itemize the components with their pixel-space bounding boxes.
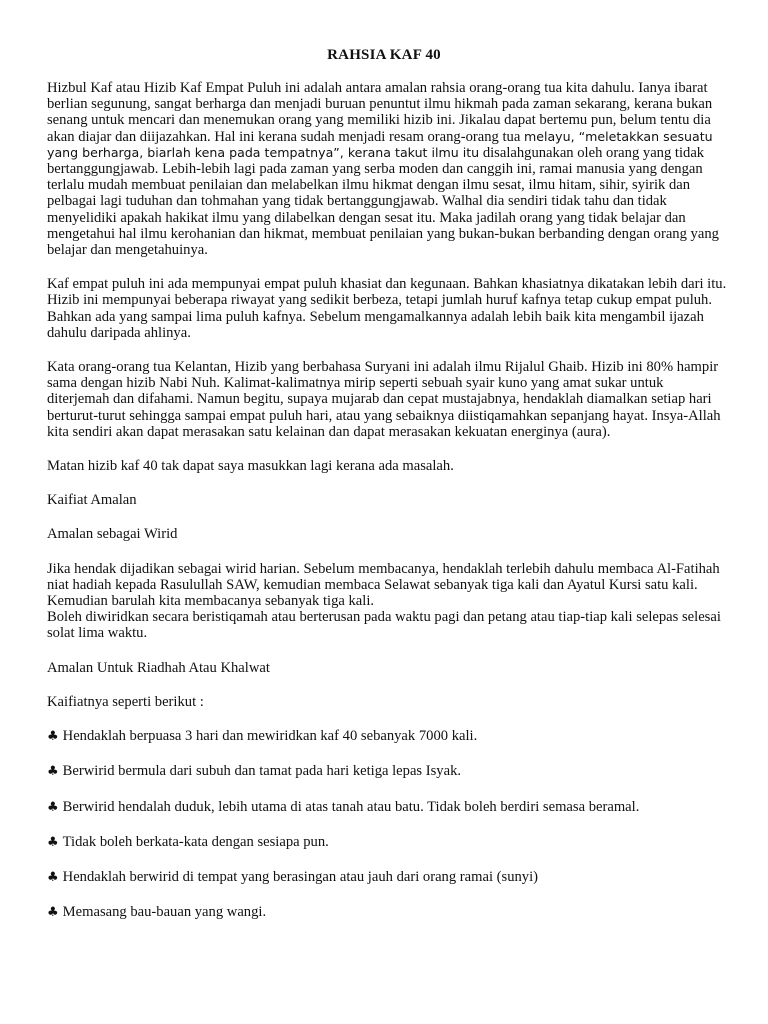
club-bullet-icon: ♣ bbox=[47, 799, 59, 815]
heading-kaifiatnya: Kaifiatnya seperti berikut : bbox=[47, 693, 204, 710]
paragraph-wirid bbox=[47, 561, 727, 642]
club-bullet-icon: ♣ bbox=[47, 729, 59, 745]
club-bullet-icon: ♣ bbox=[47, 905, 59, 921]
wirid-text-2: Boleh diwiridkan secara beristiqamah atau berterusan pada waktu pagi dan petang atau tiap-tiap kali selepas selesai solat lima waktu. bbox=[47, 609, 721, 642]
paragraph-khasiat: Kaf empat puluh ini ada mempunyai empat puluh khasiat dan kegunaan. Bahkan khasiatnya dikatakan lebih dari itu. Hizib ini mempunyai beberapa riwayat yang sedikit berbeza, tetapi jumlah huruf kafnya tetap cukup empat puluh. Bahkan ada yang sampai lima puluh kafnya. Sebelum mengamalkannya adalah lebih baik kita mengambil ijazah dahulu daripada ahlinya. bbox=[47, 276, 727, 341]
list-item-text: Berwirid bermula dari subuh dan tamat pada hari ketiga lepas Isyak. bbox=[62, 763, 462, 780]
club-bullet-icon: ♣ bbox=[47, 764, 59, 780]
list-item-text: Tidak boleh berkata-kata dengan sesiapa pun. bbox=[62, 833, 329, 850]
intro-quote-text: melayu, “meletakkan sesuatu yang berharga, biarlah kena pada tempatnya”, kerana takut ilmu itu bbox=[47, 128, 713, 160]
list-item bbox=[47, 869, 727, 886]
club-bullet-icon: ♣ bbox=[47, 834, 59, 850]
list-item bbox=[47, 799, 727, 816]
heading-kaifiat-amalan: Kaifiat Amalan bbox=[47, 492, 137, 509]
document-body bbox=[47, 80, 727, 939]
list-item-text: Memasang bau-bauan yang wangi. bbox=[62, 904, 267, 921]
list-item-text: Hendaklah berpuasa 3 hari dan mewiridkan kaf 40 sebanyak 7000 kali. bbox=[62, 728, 478, 745]
paragraph-intro bbox=[47, 80, 727, 258]
heading-riadhah-khalwat: Amalan Untuk Riadhah Atau Khalwat bbox=[47, 659, 270, 676]
paragraph-matan: Matan hizib kaf 40 tak dapat saya masukkan lagi kerana ada masalah. bbox=[47, 458, 454, 475]
list-item bbox=[47, 728, 727, 745]
heading-amalan-wirid: Amalan sebagai Wirid bbox=[47, 526, 178, 543]
club-bullet-icon: ♣ bbox=[47, 869, 59, 885]
list-item bbox=[47, 834, 727, 851]
list-item bbox=[47, 763, 727, 780]
wirid-text-1: Jika hendak dijadikan sebagai wirid harian. Sebelum membacanya, hendaklah terlebih dahulu membaca Al-Fatihah niat hadiah kepada Rasulullah SAW, kemudian membaca Selawat sebanyak tiga kali dan Ayatul Kursi satu kali. Kemudian barulah kita membacanya sebanyak tiga kali. bbox=[47, 560, 720, 610]
intro-text-1: Hizbul Kaf atau Hizib Kaf Empat Puluh ini adalah antara amalan rahsia orang-orang tua kita dahulu. Ianya ibarat berlian segunung, sangat berharga dan menjadi buruan penuntut ilmu hikmah pada zaman sekarang, kerana bukan senang untuk mencari dan menemukan orang yang memiliki hizib ini. Jikalau dapat bertemu pun, belum tentu dia akan diajar dan diijazahkan. Hal ini kerana sudah menjadi resam orang-orang tua bbox=[47, 80, 713, 145]
list-item bbox=[47, 904, 727, 921]
list-item-text: Berwirid hendalah duduk, lebih utama di atas tanah atau batu. Tidak boleh berdiri semasa beramal. bbox=[62, 798, 640, 815]
paragraph-kelantan: Kata orang-orang tua Kelantan, Hizib yang berbahasa Suryani ini adalah ilmu Rijalul Ghaib. Hizib ini 80% hampir sama dengan hizib Nabi Nuh. Kalimat-kalimatnya mirip seperti sebuah syair kuno yang amat sukar untuk diterjemah dan difahami. Namun begitu, supaya mujarab dan cepat mustajabnya, hendaklah diamalkan setiap hari berturut-turut sehingga sampai empat puluh hari, atau yang sebaiknya diistiqamahkan sepanjang hayat. Insya-Allah kita sendiri akan dapat merasakan satu kelainan dan dapat merasakan kekuatan energinya (aura). bbox=[47, 359, 721, 440]
document-title: RAHSIA KAF 40 bbox=[327, 47, 441, 63]
list-item-text: Hendaklah berwirid di tempat yang berasingan atau jauh dari orang ramai (sunyi) bbox=[62, 868, 539, 885]
intro-text-2: disalahgunakan oleh orang yang tidak bertanggungjawab. Lebih-lebih lagi pada zaman yang serba moden dan canggih ini, ramai manusia yang dengan terlalu mudah membuat penilaian dan melabelkan ilmu hikmat dengan ilmu sesat, ilmu hitam, sihir, syirik dan pelbagai lagi tuduhan dan tohmahan yang tidak bertanggungjawab. Walhal dia sendiri tidak tahu dan tidak menyelidiki apakah hakikat ilmu yang dilabelkan dengan sesat itu. Maka jadilah orang yang tidak belajar dan mengetahui hal ilmu kerohanian dan hikmat, membuat penilaian yang bukan-bukan berbanding dengan orang yang belajar dan mengetahuinya. bbox=[47, 144, 719, 259]
